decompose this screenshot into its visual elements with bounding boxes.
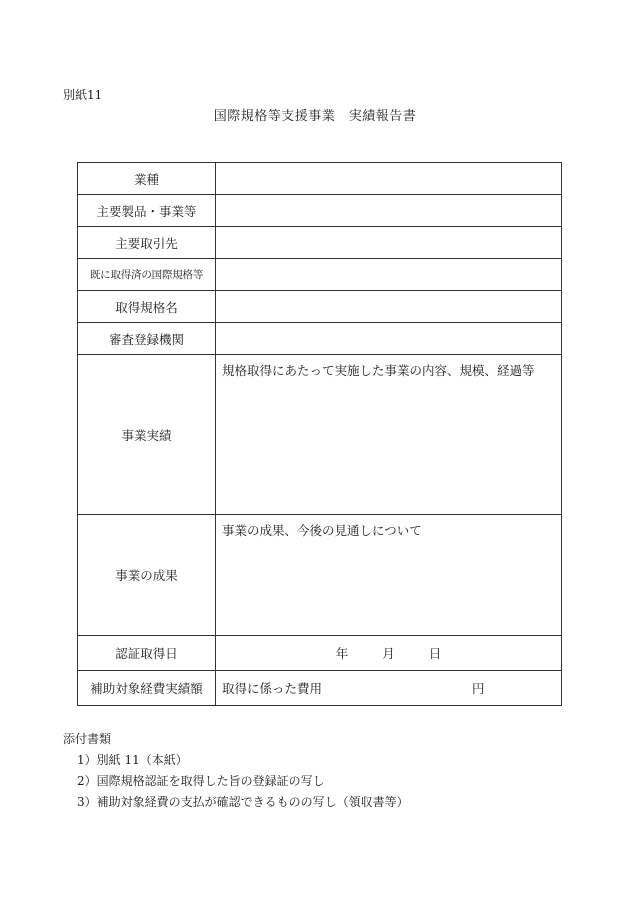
document-title: 国際規格等支援事業 実績報告書: [213, 109, 417, 124]
table-row: [78, 259, 562, 291]
list-item: 3）補助対象経費の支払が確認できるものの写し（領収書等）: [77, 795, 409, 809]
table-row: [78, 355, 562, 515]
row-label-main-clients: 主要取引先: [78, 227, 216, 259]
yen-unit: 円: [472, 681, 485, 696]
list-item: 2）国際規格認証を取得した旨の登録証の写し: [77, 774, 325, 788]
row-value-registrar[interactable]: [216, 323, 562, 355]
attachments-title: 添付書類: [63, 732, 112, 746]
table-row: [78, 323, 562, 355]
day-label: 日: [428, 646, 442, 661]
attachments-list: [77, 750, 409, 813]
row-value-main-clients[interactable]: [216, 227, 562, 259]
expense-text: 取得に係った費用: [222, 681, 323, 696]
table-row: [78, 671, 562, 706]
table-row: [78, 227, 562, 259]
list-item: 1）別紙 11（本紙）: [77, 753, 188, 767]
table-row: [78, 515, 562, 636]
row-value-industry[interactable]: [216, 163, 562, 195]
year-label: 年: [335, 646, 349, 661]
table-row: [78, 636, 562, 671]
row-value-standard-name[interactable]: [216, 291, 562, 323]
month-label: 月: [382, 646, 395, 661]
form-id: 別紙11: [63, 88, 103, 102]
table-row: [78, 291, 562, 323]
table-row: [78, 163, 562, 195]
row-label-cert-date: 認証取得日: [78, 636, 216, 671]
cert-date-field[interactable]: [216, 636, 562, 671]
row-value-main-products[interactable]: [216, 195, 562, 227]
row-label-expense: 補助対象経費実績額: [78, 671, 216, 706]
table-row: [78, 195, 562, 227]
row-label-existing-standards: 既に取得済の国際規格等: [78, 259, 216, 291]
row-label-registrar: 審査登録機関: [78, 323, 216, 355]
row-label-business-outcome: 事業の成果: [78, 515, 216, 636]
row-label-standard-name: 取得規格名: [78, 291, 216, 323]
row-label-main-products: 主要製品・事業等: [78, 195, 216, 227]
row-value-existing-standards[interactable]: [216, 259, 562, 291]
row-value-business-results[interactable]: 規格取得にあたって実施した事業の内容、規模、経過等: [216, 355, 562, 515]
row-value-business-outcome[interactable]: 事業の成果、今後の見通しについて: [216, 515, 562, 636]
report-table: [77, 162, 562, 706]
row-label-business-results: 事業実績: [78, 355, 216, 515]
row-label-industry: 業種: [78, 163, 216, 195]
expense-field[interactable]: [216, 671, 562, 706]
